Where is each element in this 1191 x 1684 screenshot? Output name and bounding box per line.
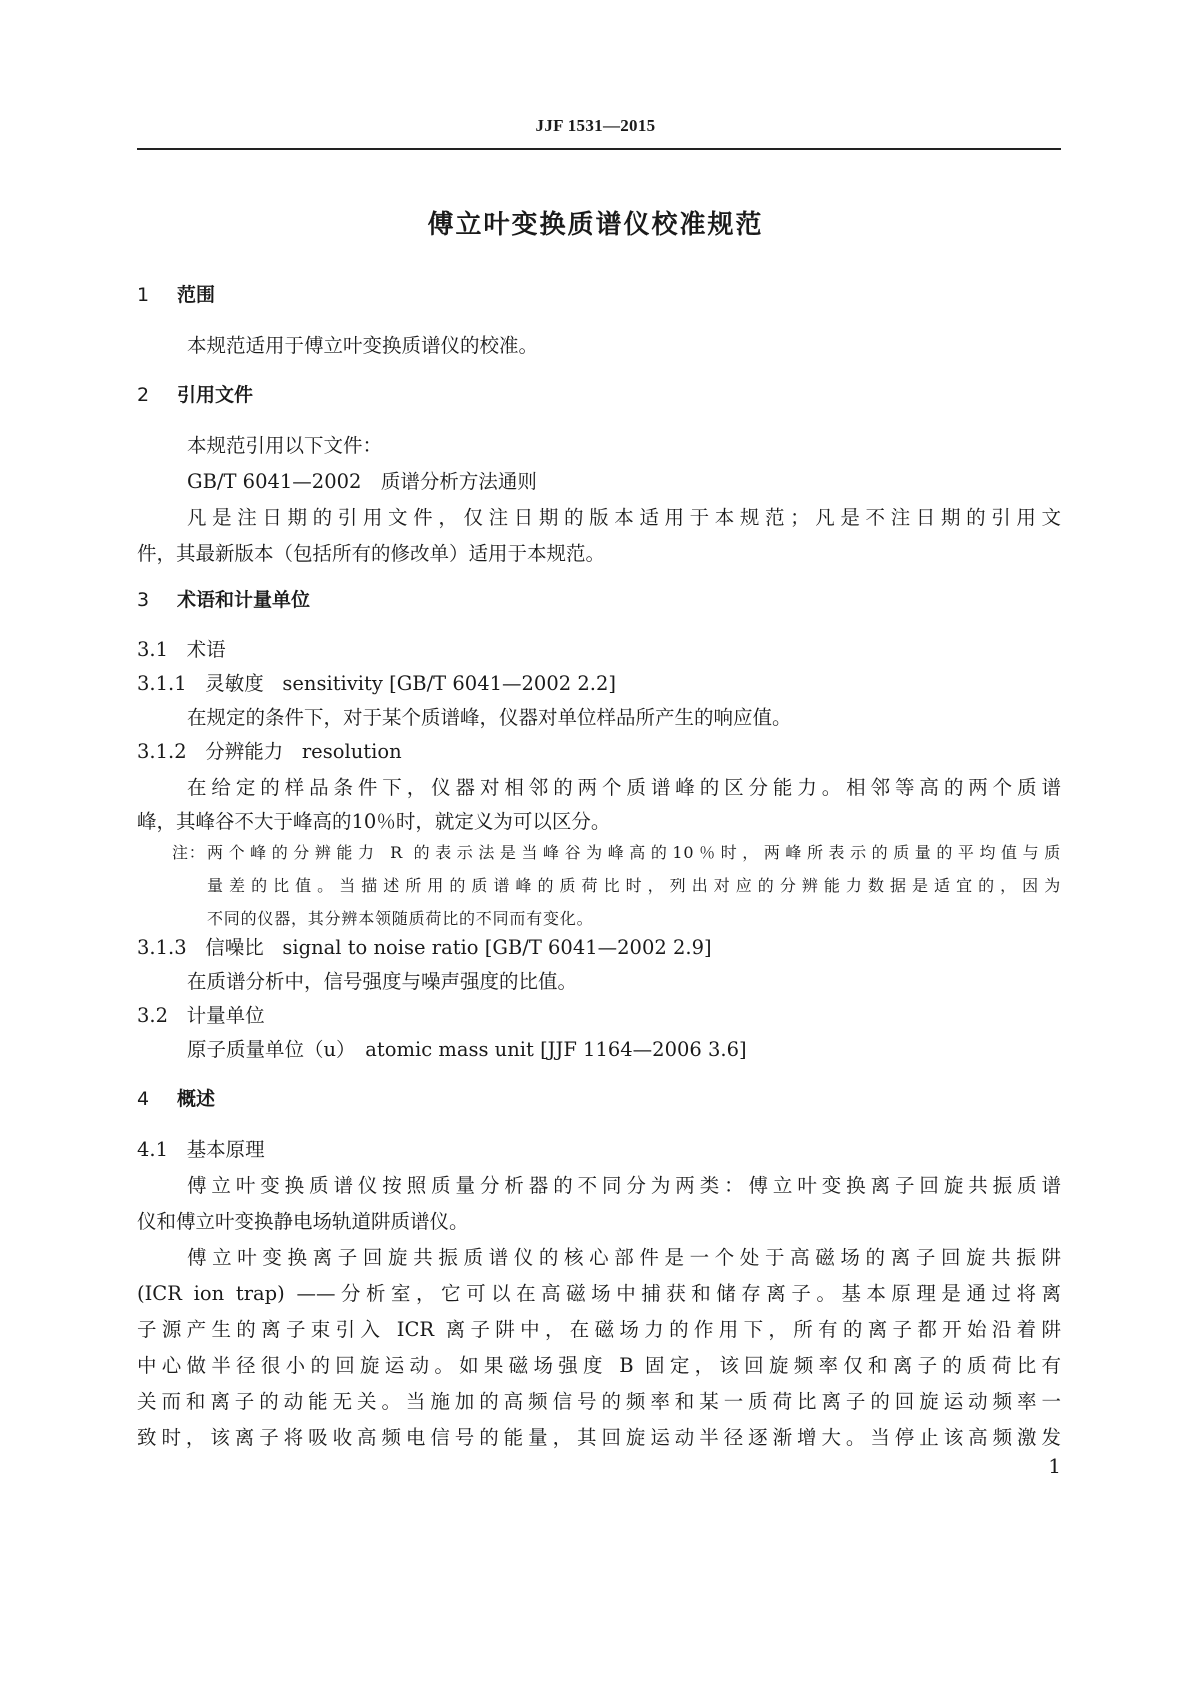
section-number: 1 [137,284,150,306]
section-4-heading [137,1084,215,1111]
note-line1: 两个峰的分辨能力 R 的表示法是当峰谷为峰高的10％时，两峰所表示的质量的平均值与质 [207,843,1061,862]
para-4-1-2-line2: (ICR ion trap) ——分析室，它可以在高磁场中捕获和储存离子。基本原理是通过将离 [137,1282,1061,1305]
section-title: 概述 [177,1088,216,1110]
clause-number: 3.1 [137,638,169,661]
page-number: 1 [1048,1454,1061,1478]
clause-title: 术语 [186,638,226,661]
clause-number: 4.1 [137,1138,169,1161]
para-4-1-2-line4: 中心做半径很小的回旋运动。如果磁场强度 B 固定，该回旋频率仅和离子的质荷比有 [137,1354,1061,1377]
para-4-1-2-line5: 关而和离子的动能无关。当施加的高频信号的频率和某一质荷比离子的回旋运动频率一 [137,1390,1061,1413]
header-rule [137,148,1061,150]
clause-title: 基本原理 [186,1138,265,1161]
term-en: sensitivity [282,672,383,695]
clause-title: 计量单位 [186,1004,265,1027]
para-4-1-2-line1: 傅立叶变换离子回旋共振质谱仪的核心部件是一个处于高磁场的离子回旋共振阱 [187,1246,1061,1269]
term-zh: 灵敏度 [205,672,264,695]
running-header [0,116,1191,136]
note-line3: 不同的仪器，其分辨本领随质荷比的不同而有变化。 [207,909,594,928]
clause-3-1 [137,634,1061,662]
clause-number: 3.1.3 [137,936,187,959]
section-number: 3 [137,589,150,611]
para-4-1-1-line1: 傅立叶变换质谱仪按照质量分析器的不同分为两类：傅立叶变换离子回旋共振质谱 [187,1174,1061,1197]
para-4-1-1-line2: 仪和傅立叶变换静电场轨道阱质谱仪。 [137,1210,469,1233]
term-source: [GB/T 6041—2002 2.9] [484,936,712,959]
section-number: 2 [137,384,150,406]
clause-number: 3.2 [137,1004,169,1027]
section-1-heading [137,280,215,307]
section-title: 引用文件 [177,384,254,406]
document-title: 傅立叶变换质谱仪校准规范 [427,210,764,240]
clause-3-2 [137,1000,1061,1028]
clause-3-1-1 [137,668,1061,696]
note-line2: 量差的比值。当描述所用的质谱峰的质荷比时，列出对应的分辨能力数据是适宜的，因为 [207,876,1061,895]
standard-code: JJF 1531—2015 [535,116,656,135]
clause-number: 3.1.2 [137,740,187,763]
section-2-para-line1: 凡是注日期的引用文件，仅注日期的版本适用于本规范；凡是不注日期的引用文 [187,506,1061,529]
section-title: 术语和计量单位 [177,589,311,611]
clause-4-1 [137,1134,1061,1162]
para-4-1-2-line6: 致时，该离子将吸收高频电信号的能量，其回旋运动半径逐渐增大。当停止该高频激发 [137,1426,1061,1449]
section-2-intro: 本规范引用以下文件： [187,434,383,457]
definition-3-1-2-line1: 在给定的样品条件下，仪器对相邻的两个质谱峰的区分能力。相邻等高的两个质谱 [187,776,1061,799]
term-source: [GB/T 6041—2002 2.2] [389,672,616,695]
section-title: 范围 [177,284,216,306]
section-2-para-line2: 件，其最新版本（包括所有的修改单）适用于本规范。 [137,542,606,565]
section-2-reference: GB/T 6041—2002 质谱分析方法通则 [187,470,537,493]
para-4-1-2-line3: 子源产生的离子束引入 ICR 离子阱中，在磁场力的作用下，所有的离子都开始沿着阱 [137,1318,1061,1341]
term-en: resolution [301,740,402,763]
clause-3-1-3 [137,932,1061,960]
section-1-paragraph: 本规范适用于傅立叶变换质谱仪的校准。 [187,334,539,357]
definition-3-1-1: 在规定的条件下，对于某个质谱峰，仪器对单位样品所产生的响应值。 [187,706,792,729]
note-label: 注： [172,843,206,862]
section-3-heading [137,585,310,612]
term-en: signal to noise ratio [282,936,479,959]
section-2-heading [137,380,253,407]
clause-3-1-2 [137,736,1061,764]
definition-3-1-3: 在质谱分析中，信号强度与噪声强度的比值。 [187,970,578,993]
section-number: 4 [137,1088,150,1110]
definition-3-1-2-line2: 峰，其峰谷不大于峰高的10％时，就定义为可以区分。 [137,810,611,833]
clause-number: 3.1.1 [137,672,187,695]
unit-definition: 原子质量单位（u） atomic mass unit [JJF 1164—2006 3.6] [187,1038,747,1061]
term-zh: 信噪比 [205,936,264,959]
term-zh: 分辨能力 [205,740,284,763]
